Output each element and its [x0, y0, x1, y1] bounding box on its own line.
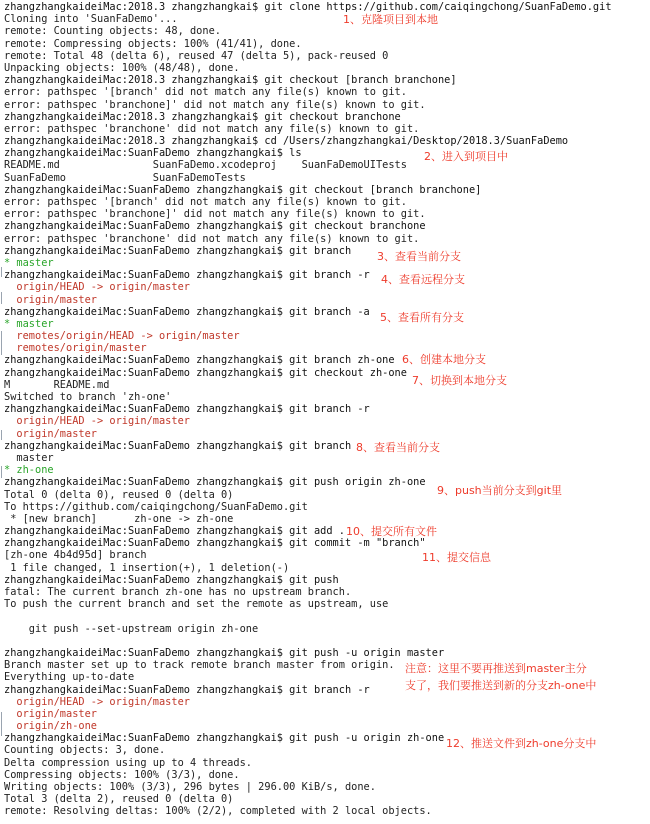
terminal-output-line: origin/HEAD -> origin/master — [4, 281, 190, 294]
output-bracket — [1, 712, 5, 736]
output-bracket — [1, 466, 5, 478]
terminal-command-line: zhangzhangkaideiMac:2018.3 zhangzhangkai$ cd /Users/zhangzhangkai/Desktop/2018.3/SuanFaDemo — [4, 135, 569, 148]
terminal-output-line: origin/master — [4, 707, 97, 720]
terminal-output-line: To push the current branch and set the remote as upstream, use — [4, 598, 389, 611]
terminal-output-line: error: pathspec 'branchone]' did not match any file(s) known to git. — [4, 208, 426, 221]
annotation-current-branch: 3、查看当前分支 — [377, 250, 461, 263]
terminal-output-line: error: pathspec '[branch' did not match any file(s) known to git. — [4, 86, 407, 99]
terminal-output-line: * zh-one — [4, 464, 54, 477]
terminal-output-line: origin/zh-one — [4, 720, 97, 733]
terminal-output-line: To https://github.com/caiqingchong/SuanFaDemo.git — [4, 500, 308, 513]
terminal-command-line: zhangzhangkaideiMac:SuanFaDemo zhangzhangkai$ git checkout [branch branchone] — [4, 183, 482, 196]
terminal-output-line: remote: Compressing objects: 100% (41/41), done. — [4, 37, 302, 50]
terminal-command-line: zhangzhangkaideiMac:SuanFaDemo zhangzhangkai$ ls — [4, 147, 302, 160]
terminal-command-line: zhangzhangkaideiMac:SuanFaDemo zhangzhangkai$ git commit -m "branch" — [4, 537, 426, 550]
terminal-output-line: * master — [4, 256, 54, 269]
annotation-current-branch-2: 8、查看当前分支 — [356, 441, 440, 454]
terminal-output-line: Switched to branch 'zh-one' — [4, 391, 172, 403]
terminal-output-line: origin/master — [4, 427, 97, 440]
terminal-output-line: Total 0 (delta 0), reused 0 (delta 0) — [4, 488, 234, 501]
terminal-command-line: zhangzhangkaideiMac:SuanFaDemo zhangzhangkai$ git branch -r — [4, 403, 370, 416]
output-bracket — [1, 430, 5, 440]
terminal-command-line: zhangzhangkaideiMac:SuanFaDemo zhangzhangkai$ git branch zh-one — [4, 354, 395, 367]
terminal-output-line: error: pathspec '[branch' did not match any file(s) known to git. — [4, 196, 407, 208]
terminal-output-line: Delta compression using up to 4 threads. — [4, 756, 252, 769]
terminal-output-line: master — [4, 451, 54, 464]
terminal-output-line: SuanFaDemo SuanFaDemoTests — [4, 171, 246, 184]
terminal-command-line: zhangzhangkaideiMac:SuanFaDemo zhangzhangkai$ git branch -a — [4, 305, 370, 318]
annotation-note-line2: 支了，我们要推送到新的分支zh-one中 — [405, 679, 597, 692]
terminal-output-line: * [new branch] zh-one -> zh-one — [4, 512, 234, 525]
terminal-command-line: zhangzhangkaideiMac:SuanFaDemo zhangzhangkai$ git branch — [4, 439, 352, 452]
terminal-command-line: zhangzhangkaideiMac:SuanFaDemo zhangzhangkai$ git branch -r — [4, 269, 370, 282]
terminal-output-line: Compressing objects: 100% (3/3), done. — [4, 768, 240, 781]
terminal-output-line: Everything up-to-date — [4, 671, 135, 684]
terminal-output-line: origin/master — [4, 293, 97, 306]
terminal-command-line: zhangzhangkaideiMac:SuanFaDemo zhangzhangkai$ git checkout branchone — [4, 220, 426, 233]
terminal-output-line: 1 file changed, 1 insertion(+), 1 deletion(-) — [4, 561, 290, 574]
output-bracket — [1, 292, 5, 304]
output-bracket — [1, 331, 5, 355]
terminal-command-line: zhangzhangkaideiMac:SuanFaDemo zhangzhangkai$ git push -u origin master — [4, 646, 445, 659]
terminal-command-line: zhangzhangkaideiMac:SuanFaDemo zhangzhangkai$ git branch — [4, 244, 352, 257]
terminal-output-line: error: pathspec 'branchone' did not match any file(s) known to git. — [4, 122, 420, 135]
annotation-enter-project: 2、进入到项目中 — [424, 150, 508, 163]
terminal-command-line: zhangzhangkaideiMac:SuanFaDemo zhangzhangkai$ git branch -r — [4, 683, 370, 696]
terminal-output-line: Branch master set up to track remote branch master from origin. — [4, 659, 395, 672]
terminal-output-line: error: pathspec 'branchone]' did not match any file(s) known to git. — [4, 98, 426, 111]
terminal-output-line: Total 3 (delta 2), reused 0 (delta 0) — [4, 793, 234, 806]
annotation-add-all: 10、提交所有文件 — [346, 525, 437, 538]
terminal-output-line: remotes/origin/HEAD -> origin/master — [4, 330, 240, 343]
terminal-command-line: zhangzhangkaideiMac:2018.3 zhangzhangkai$ git clone https://github.com/caiqingchong/SuanFaDemo.git — [4, 1, 612, 13]
terminal-output-line: Counting objects: 3, done. — [4, 744, 166, 757]
terminal-output-line: remote: Counting objects: 48, done. — [4, 25, 221, 38]
annotation-push-branch: 9、push当前分支到git里 — [437, 484, 563, 497]
terminal-output-line: git push --set-upstream origin zh-one — [4, 622, 259, 635]
terminal-output — [4, 1, 650, 818]
terminal-output-line: Writing objects: 100% (3/3), 296 bytes | 296.00 KiB/s, done. — [4, 781, 376, 793]
terminal-output-line: Unpacking objects: 100% (48/48), done. — [4, 61, 240, 74]
terminal-command-line: zhangzhangkaideiMac:SuanFaDemo zhangzhangkai$ git push — [4, 573, 339, 586]
terminal-output-line: README.md SuanFaDemo.xcodeproj SuanFaDemoUITests — [4, 159, 407, 172]
terminal-output-line: remotes/origin/master — [4, 342, 147, 355]
terminal-command-line: zhangzhangkaideiMac:SuanFaDemo zhangzhangkai$ git add . — [4, 525, 345, 538]
terminal-output-line: Cloning into 'SuanFaDemo'... — [4, 13, 178, 26]
terminal-output-line — [4, 610, 650, 622]
annotation-create-branch: 6、创建本地分支 — [402, 353, 486, 366]
terminal-output-line: origin/HEAD -> origin/master — [4, 415, 190, 428]
terminal-command-line: zhangzhangkaideiMac:SuanFaDemo zhangzhangkai$ git push origin zh-one — [4, 476, 426, 489]
terminal-command-line: zhangzhangkaideiMac:2018.3 zhangzhangkai$ git checkout [branch branchone] — [4, 74, 457, 87]
terminal-output-line: * master — [4, 317, 54, 330]
annotation-remote-branch: 4、查看远程分支 — [381, 273, 465, 286]
terminal-output-line: remote: Total 48 (delta 6), reused 47 (delta 5), pack-reused 0 — [4, 49, 389, 62]
annotation-push-zh-one: 12、推送文件到zh-one分支中 — [446, 737, 597, 750]
terminal-output-line — [4, 635, 650, 647]
terminal-command-line: zhangzhangkaideiMac:SuanFaDemo zhangzhangkai$ git push -u origin zh-one — [4, 732, 445, 745]
annotation-note-line1: 注意：这里不要再推送到master主分 — [405, 662, 587, 675]
annotation-clone: 1、克隆项目到本地 — [343, 13, 438, 26]
annotation-switch-branch: 7、切换到本地分支 — [412, 374, 507, 387]
terminal-output-line: [zh-one 4b4d95d] branch — [4, 549, 147, 562]
terminal-output-line: remote: Resolving deltas: 100% (2/2), completed with 2 local objects. — [4, 805, 432, 818]
annotation-commit: 11、提交信息 — [422, 551, 491, 564]
terminal-command-line: zhangzhangkaideiMac:2018.3 zhangzhangkai$ git checkout branchone — [4, 110, 401, 123]
terminal-output-line: origin/HEAD -> origin/master — [4, 695, 190, 708]
terminal-command-line: zhangzhangkaideiMac:SuanFaDemo zhangzhangkai$ git checkout zh-one — [4, 366, 407, 379]
terminal-output-line: fatal: The current branch zh-one has no upstream branch. — [4, 586, 352, 598]
terminal-output-line: M README.md — [4, 378, 110, 391]
annotation-all-branches: 5、查看所有分支 — [380, 311, 464, 324]
terminal-output-line: error: pathspec 'branchone' did not match any file(s) known to git. — [4, 232, 420, 245]
output-bracket — [1, 267, 5, 277]
